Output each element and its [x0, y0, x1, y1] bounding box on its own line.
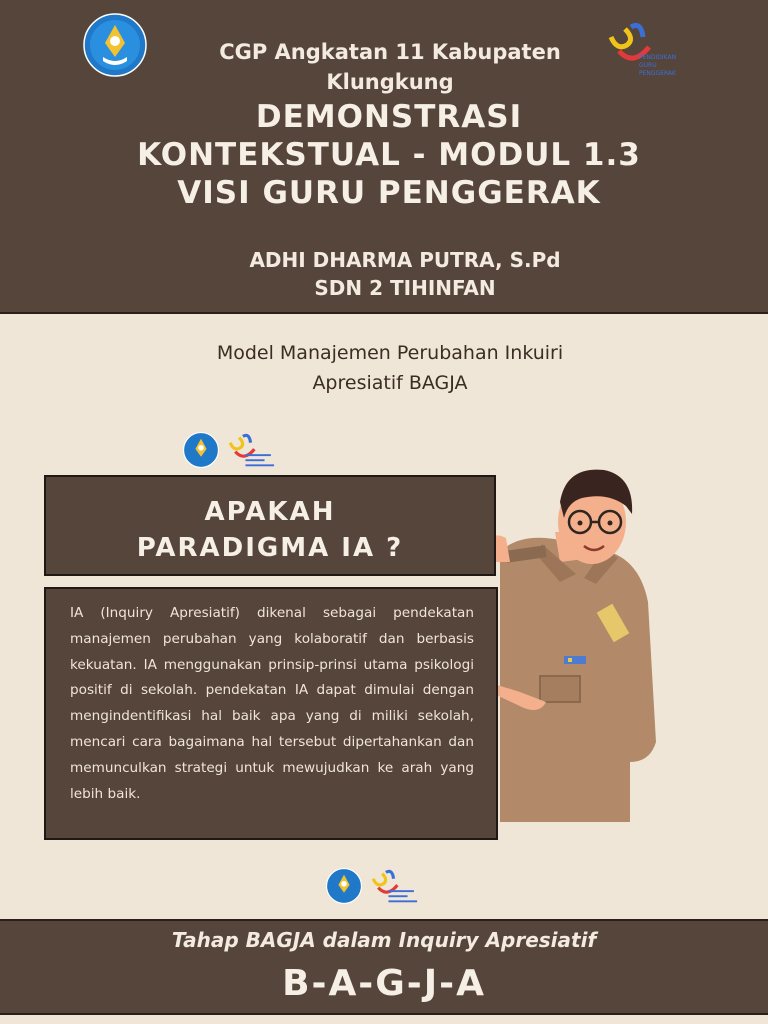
guru-penggerak-logo	[368, 866, 428, 908]
title-line-2: KONTEKSTUAL - MODUL 1.3	[137, 137, 641, 173]
title-line-3: VISI GURU PENGGERAK	[177, 175, 601, 211]
footer-banner	[0, 919, 768, 1015]
title-line-1: DEMONSTRASI	[255, 99, 523, 135]
question-box	[44, 475, 496, 576]
question-line-2: PARADIGMA IA ?	[136, 533, 404, 563]
author-name: ADHI DHARMA PUTRA, S.Pd	[249, 248, 561, 272]
question-line-1: APAKAH	[204, 497, 336, 527]
cgp-line-1: CGP Angkatan 11 Kabupaten	[219, 40, 561, 64]
gp-logo-text-1: PENDIDIKAN	[639, 54, 677, 61]
tut-wuri-handayani-logo	[83, 13, 147, 77]
footer-subtitle: Tahap BAGJA dalam Inquiry Apresiatif	[171, 928, 597, 952]
bagja-letters: B-A-G-J-A	[282, 963, 486, 1004]
tut-wuri-handayani-logo	[183, 432, 219, 468]
explanation-text: IA (Inquiry Apresiatif) dikenal sebagai pendekatan manajemen perubahan yang kolaboratif dan berbasis kekuatan. IA menggunakan prinsip-prinsi utama psikologi positif di sekolah. pendekatan IA dapat dimulai dengan mengindentifikasi hal baik apa yang di miliki sekolah, mencari cara bagaimana hal tersebut dipertahankan dan memunculkan strategi untuk mewujudkan ke arah yang lebih baik.	[70, 605, 474, 802]
model-subtitle	[150, 338, 630, 398]
teacher-illustration	[480, 462, 670, 822]
school-name: SDN 2 TIHINFAN	[314, 276, 496, 300]
guru-penggerak-logo	[605, 17, 695, 83]
mini-logos-bottom	[326, 868, 436, 908]
model-subtitle-line-2: Apresiatif BAGJA	[312, 372, 468, 394]
gp-logo-text-3: PENGGERAK	[639, 70, 676, 77]
cgp-line-2: Klungkung	[326, 70, 454, 94]
tut-wuri-handayani-logo	[326, 868, 362, 904]
guru-penggerak-logo	[225, 430, 285, 472]
explanation-box	[44, 587, 498, 840]
gp-logo-text-2: GURU	[639, 62, 657, 69]
model-subtitle-line-1: Model Manajemen Perubahan Inkuiri	[216, 342, 564, 364]
header-banner	[0, 0, 768, 314]
mini-logos-top	[183, 432, 293, 472]
